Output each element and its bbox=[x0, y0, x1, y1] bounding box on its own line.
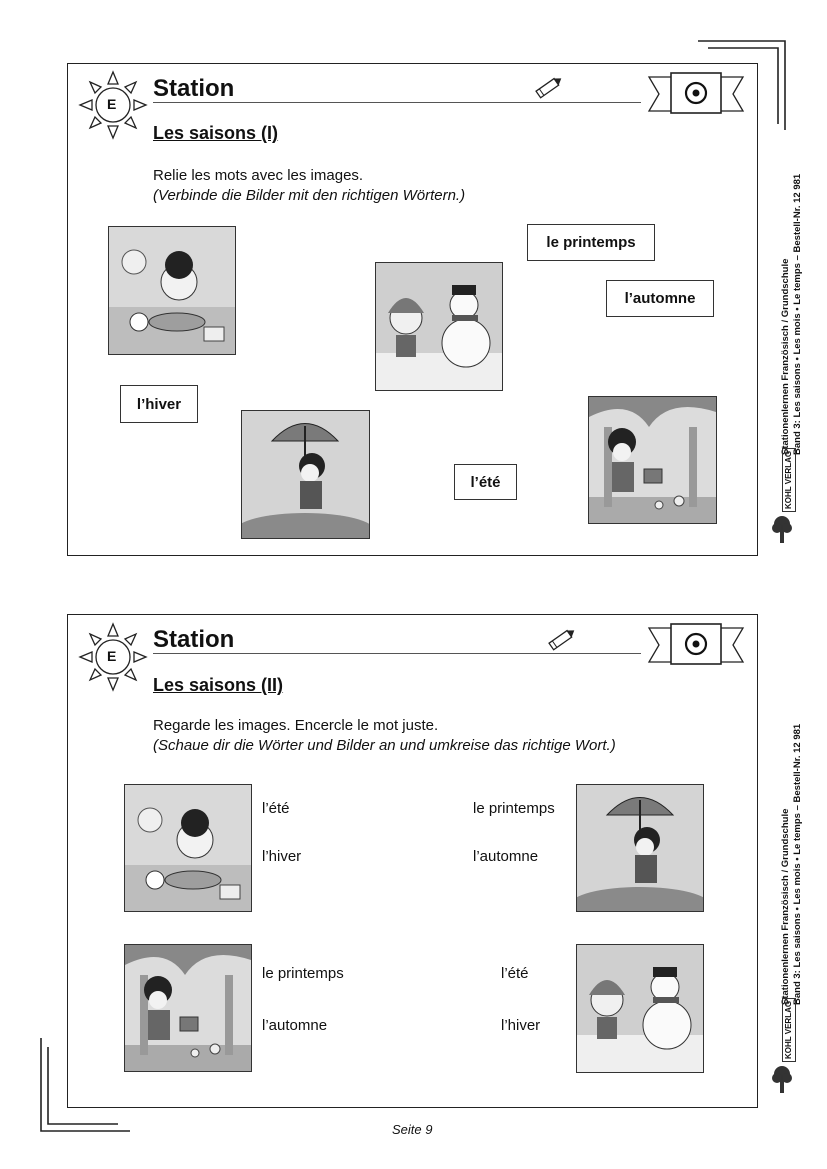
summer-picture bbox=[124, 784, 252, 912]
pencil-icon bbox=[546, 626, 578, 652]
choice-word[interactable]: l’hiver bbox=[262, 848, 302, 865]
publisher-tree-icon bbox=[770, 514, 794, 544]
word-box-printemps[interactable]: le printemps bbox=[527, 224, 655, 261]
sidebar-line2: Band 3: Les saisons • Les mois • Le temps – Bestell-Nr. 12 981 bbox=[792, 173, 803, 455]
title-rule bbox=[153, 653, 641, 654]
word-box-automne[interactable]: l’automne bbox=[606, 280, 714, 317]
sidebar-line1: Stationenlernen Französisch / Grundschule bbox=[780, 808, 791, 1005]
target-ribbon-icon bbox=[647, 71, 745, 117]
instruction-de: (Verbinde die Bilder mit den richtigen Wörtern.) bbox=[153, 187, 466, 204]
publisher-logo: KOHL VERLAG bbox=[782, 448, 796, 512]
target-ribbon-icon bbox=[647, 622, 745, 668]
autumn-picture bbox=[576, 784, 704, 912]
station-title: Station bbox=[153, 75, 235, 102]
publisher-tree-icon bbox=[770, 1064, 794, 1094]
station-subtitle: Les saisons (I) bbox=[153, 123, 279, 143]
sidebar-line1: Stationenlernen Französisch / Grundschule bbox=[780, 258, 791, 455]
sidebar-text-2 bbox=[780, 724, 804, 1005]
choice-word[interactable]: l’hiver bbox=[501, 1017, 541, 1034]
badge-letter: E bbox=[107, 648, 117, 664]
page-number: Seite 9 bbox=[392, 1122, 433, 1137]
sidebar-line2: Band 3: Les saisons • Les mois • Le temps – Bestell-Nr. 12 981 bbox=[792, 723, 803, 1005]
choice-word[interactable]: le printemps bbox=[473, 800, 555, 817]
summer-picture bbox=[108, 226, 236, 355]
publisher-logo: KOHL VERLAG bbox=[782, 998, 796, 1062]
sidebar-text-1 bbox=[780, 174, 804, 455]
choice-word[interactable]: l’automne bbox=[473, 848, 539, 865]
autumn-picture bbox=[241, 410, 370, 539]
choice-word[interactable]: l’été bbox=[501, 965, 529, 982]
pencil-icon bbox=[533, 74, 565, 100]
instruction-fr: Relie les mots avec les images. bbox=[153, 167, 364, 184]
word-box-ete[interactable]: l’été bbox=[454, 464, 517, 500]
word-box-hiver[interactable]: l’hiver bbox=[120, 385, 198, 423]
choice-word[interactable]: le printemps bbox=[262, 965, 344, 982]
spring-picture bbox=[588, 396, 717, 524]
station-subtitle: Les saisons (II) bbox=[153, 675, 284, 695]
station-title: Station bbox=[153, 626, 235, 653]
spring-picture bbox=[124, 944, 252, 1072]
instruction bbox=[153, 166, 465, 206]
instruction bbox=[153, 716, 616, 756]
title-rule bbox=[153, 102, 641, 103]
instruction-de: (Schaue dir die Wörter und Bilder an und umkreise das richtige Wort.) bbox=[153, 737, 616, 754]
instruction-fr: Regarde les images. Encercle le mot juste. bbox=[153, 717, 439, 734]
winter-picture bbox=[375, 262, 503, 391]
badge-letter: E bbox=[107, 96, 117, 112]
choice-word[interactable]: l’été bbox=[262, 800, 290, 817]
winter-picture bbox=[576, 944, 704, 1073]
choice-word[interactable]: l’automne bbox=[262, 1017, 328, 1034]
